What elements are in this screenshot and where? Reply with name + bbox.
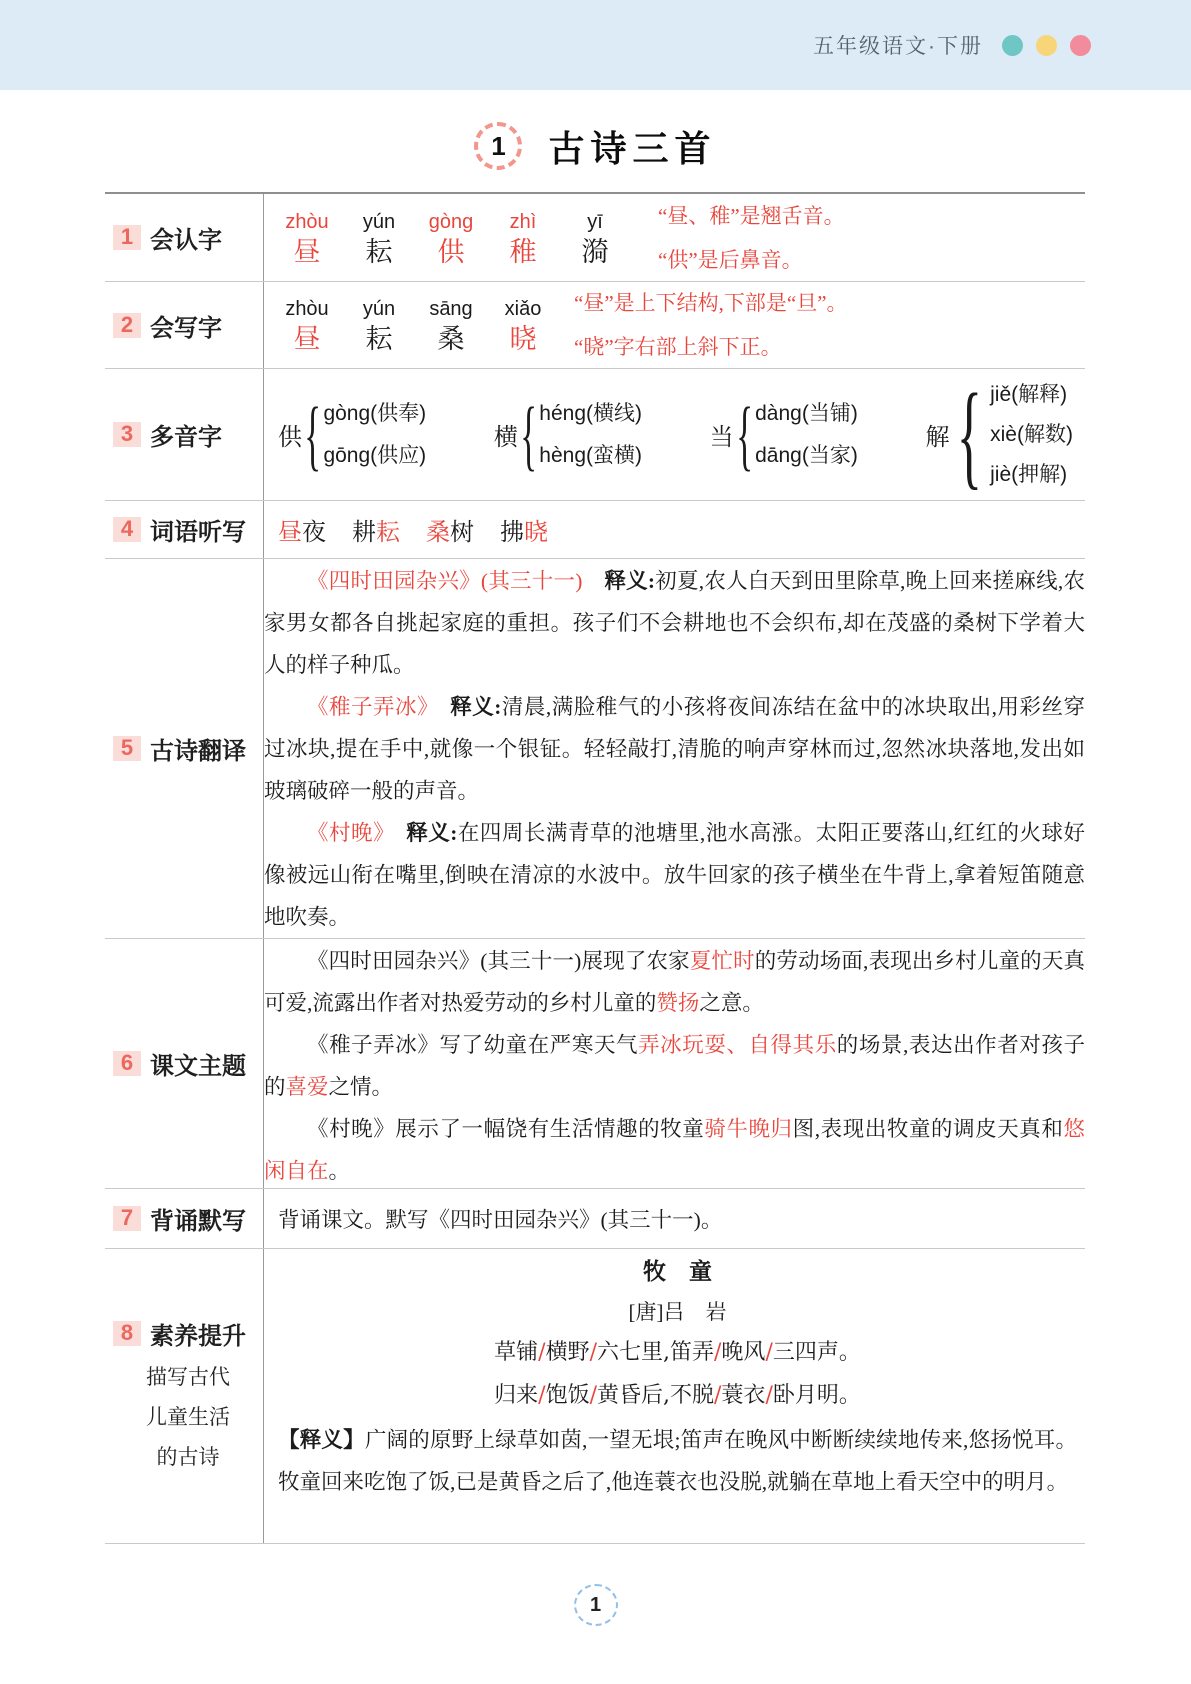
header-dot-teal: [1002, 35, 1023, 56]
hanzi-text: 供: [437, 236, 465, 267]
note-text: “昼”是上下结构,下部是“旦”。: [574, 291, 848, 315]
hanzi-text: 昼: [293, 324, 321, 354]
paragraph: [264, 812, 1085, 938]
reading-list: [539, 393, 642, 477]
pinyin-text: xiǎo: [504, 298, 542, 320]
lesson-number-circle: 1: [474, 122, 522, 170]
header-dot-yellow: [1036, 35, 1057, 56]
text-segment: /: [589, 1340, 597, 1365]
hanzi-text: 桑: [437, 324, 465, 354]
text-segment: [428, 695, 450, 719]
row-polyphones: [105, 369, 1085, 501]
book-title: 五年级语文·下册: [813, 35, 983, 58]
word-item: [500, 512, 548, 547]
char-item: [566, 209, 624, 269]
text-segment: 在四周长满青草的池塘里,池水高涨。太阳正要落山,红红的火球好像被远山衔在嘴里,倒映在清凉的水波中。放牛回家的孩子横坐在牛背上,拿着短笛随意地吹奏。: [264, 821, 1085, 929]
text-segment: 横野: [545, 1340, 590, 1365]
text-segment: 夏忙时: [689, 949, 755, 973]
text-segment: 图,表现出牧童的调皮天真和: [792, 1117, 1064, 1141]
pinyin-text: zhòu: [285, 210, 329, 233]
hanzi-text: 晓: [509, 324, 537, 354]
text-segment: /: [538, 1340, 546, 1365]
reading-text: gōng(供应): [323, 443, 427, 467]
pinyin-text: gòng: [428, 210, 474, 233]
write-char-list: [278, 294, 552, 356]
row-write-chars: [105, 282, 1085, 369]
polyphone-group: 解 { jiě(解释) xiè(解数) jiè(押解): [925, 368, 1073, 500]
row-sublabel: [113, 1357, 263, 1477]
sublabel-line: 描写古代: [146, 1364, 230, 1389]
theme-paragraphs: [263, 939, 1085, 1188]
text-segment: 之意。: [699, 991, 764, 1015]
polyphone-char: 解: [925, 425, 950, 451]
text-segment: /: [589, 1383, 597, 1408]
hanzi-text: 昼: [293, 236, 321, 267]
row-label: 背诵默写: [150, 1208, 246, 1235]
recognize-char-list: [278, 207, 624, 269]
pinyin-text: yī: [587, 210, 603, 233]
text-segment: 喜爱: [285, 1075, 329, 1099]
row-label: 词语听写: [150, 519, 246, 546]
paragraph: [264, 560, 1085, 686]
page-header: [0, 0, 1191, 90]
word-char: 拂: [500, 520, 524, 546]
polyphone-char: 供: [278, 425, 302, 451]
hanzi-text: 稚: [509, 236, 537, 267]
word-item: [278, 512, 326, 547]
row-number-badge: 8: [113, 1321, 141, 1346]
word-char: 耕: [352, 520, 376, 546]
word-char: 树: [450, 520, 474, 546]
row-number-badge: 5: [113, 736, 141, 761]
text-segment: 赞扬: [656, 991, 700, 1015]
row-number-badge: 6: [113, 1051, 141, 1076]
pinyin-text: zhòu: [285, 298, 329, 320]
row-number-badge: 7: [113, 1206, 141, 1231]
row-recite: [105, 1189, 1085, 1249]
reading-text: dāng(当家): [755, 443, 858, 467]
text-segment: 归来: [494, 1383, 539, 1408]
reading-list: [323, 393, 426, 477]
reading-text: hèng(蛮横): [539, 443, 642, 467]
text-segment: 清晨,满脸稚气的小孩将夜间冻结在盆中的冰块取出,用彩丝穿过冰块,提在手中,就像一个银钲。轻轻敲打,清脆的响声穿林而过,忽然冰块落地,发出如玻璃破碎一般的声音。: [264, 695, 1085, 803]
recognize-notes: [658, 194, 845, 282]
word-char: 耘: [376, 520, 400, 546]
row-number-badge: 3: [113, 422, 141, 447]
row-label: 会认字: [150, 227, 222, 254]
paragraph: [264, 1108, 1085, 1192]
lesson-title-text: 古诗三首: [548, 127, 717, 169]
text-segment: 《稚子弄冰》: [307, 695, 429, 719]
text-segment: 。: [328, 1159, 351, 1183]
reading-text: jiè(押解): [990, 462, 1068, 486]
row-text-theme: [105, 939, 1085, 1189]
paragraph: [264, 686, 1085, 812]
char-item: [494, 296, 552, 356]
word-item: [426, 512, 474, 547]
poem-line: [278, 1331, 1077, 1374]
reading-text: jiě(解释): [990, 382, 1068, 406]
row-dictation: [105, 501, 1085, 559]
text-segment: 六七里,笛弄: [597, 1340, 714, 1365]
poem-lines: [278, 1331, 1077, 1417]
row-poem-translation: [105, 559, 1085, 939]
reading-text: gòng(供奉): [323, 401, 427, 425]
text-segment: 释义:: [450, 695, 502, 719]
lesson-title: [0, 120, 1191, 172]
note-text: “供”是后鼻音。: [658, 247, 803, 272]
reading-text: dàng(当铺): [755, 401, 858, 425]
row-label: 素养提升: [150, 1322, 246, 1350]
write-notes: [574, 281, 848, 369]
word-char: 晓: [524, 520, 548, 546]
text-segment: 《四时田园杂兴》(其三十一)展现了农家: [307, 949, 690, 973]
text-segment: 的劳动场面,表现出乡村儿童的天真可爱,流露出作者对热爱劳动的乡村儿童的: [264, 949, 1085, 1015]
explanation-segment: 广阔的原野上绿草如茵,一望无垠;笛声在晚风中断断续续地传来,悠扬悦耳。牧童回来吃饱了饭,已是黄昏之后了,他连蓑衣也没脱,就躺在草地上看天空中的明月。: [278, 1428, 1077, 1494]
text-segment: /: [538, 1383, 546, 1408]
translation-paragraphs: [263, 559, 1085, 938]
text-segment: 的场景,表达出作者对孩子的: [264, 1033, 1085, 1099]
text-segment: [384, 821, 406, 845]
text-segment: /: [714, 1383, 722, 1408]
poem-title: 牧 童: [643, 1259, 712, 1284]
page-footer: [0, 1584, 1191, 1626]
row-number-badge: 1: [113, 225, 141, 250]
reading-text: héng(横线): [539, 401, 642, 425]
reading-list: [755, 393, 858, 477]
hanzi-text: 耘: [365, 236, 393, 267]
text-segment: 《四时田园杂兴》(其三十一): [307, 569, 583, 593]
text-segment: 初夏,农人白天到田里除草,晚上回来搓麻线,农家男女都各自挑起家庭的重担。孩子们不会耕地也不会织布,却在茂盛的桑树下学着大人的样子种瓜。: [264, 569, 1085, 677]
explanation-segment: 【释义】: [278, 1428, 365, 1452]
paragraph: [264, 1024, 1085, 1108]
page-number: 1: [574, 1584, 618, 1626]
pinyin-text: zhì: [509, 210, 537, 233]
text-segment: 三四声。: [772, 1340, 861, 1365]
study-table: [105, 192, 1085, 1544]
text-segment: 悠闲自在: [264, 1117, 1085, 1183]
text-segment: 草铺: [494, 1340, 539, 1365]
pinyin-text: yún: [362, 210, 396, 233]
poem-line: [278, 1374, 1077, 1417]
text-segment: /: [714, 1340, 722, 1365]
text-segment: /: [765, 1383, 773, 1408]
word-char: 昼: [278, 520, 302, 546]
row-label: 多音字: [150, 424, 222, 451]
text-segment: 《村晚》: [307, 821, 385, 845]
hanzi-text: 漪: [581, 236, 609, 267]
text-segment: 黄昏后,不脱: [597, 1383, 714, 1408]
polyphone-char: 横: [493, 425, 518, 451]
dictation-words: [278, 501, 1077, 558]
text-segment: 释义:: [406, 821, 458, 845]
reading-text: xiè(解数): [990, 422, 1073, 446]
polyphone-char: 当: [709, 425, 734, 451]
text-segment: 晚风: [721, 1340, 766, 1365]
note-text: “昼、稚”是翘舌音。: [658, 203, 845, 228]
row-label: 会写字: [150, 314, 222, 342]
polyphone-group: 供 { gòng(供奉) gōng(供应): [278, 390, 427, 478]
pinyin-text: sāng: [429, 298, 473, 320]
polyphone-group: 横 { héng(横线) hèng(蛮横): [493, 390, 642, 478]
row-number-badge: 4: [113, 517, 141, 542]
sublabel-line: 儿童生活: [146, 1404, 230, 1429]
word-char: 桑: [426, 520, 450, 546]
text-segment: 弄冰玩耍、自得其乐: [638, 1033, 837, 1057]
char-item: [422, 296, 480, 356]
char-item: [278, 209, 336, 269]
text-segment: 卧月明。: [772, 1383, 861, 1408]
char-item: [494, 209, 552, 269]
word-item: [352, 512, 400, 547]
hanzi-text: 耘: [365, 324, 393, 354]
sublabel-line: 的古诗: [156, 1444, 220, 1469]
polyphone-group: 当 { dàng(当铺) dāng(当家): [709, 390, 858, 478]
recite-text: 背诵课文。默写《四时田园杂兴》(其三十一)。: [263, 1189, 1085, 1248]
text-segment: 《村晚》展示了一幅饶有生活情趣的牧童: [307, 1117, 705, 1141]
text-segment: 骑牛晚归: [704, 1117, 793, 1141]
word-char: 夜: [302, 520, 326, 546]
row-recognize-chars: [105, 194, 1085, 282]
poem-explanation: [278, 1419, 1077, 1503]
char-item: [350, 296, 408, 356]
text-segment: [582, 569, 604, 593]
text-segment: /: [765, 1340, 773, 1365]
pinyin-text: yún: [362, 298, 396, 320]
poem-author: [唐]吕 岩: [628, 1300, 727, 1324]
text-segment: 饱饭: [545, 1383, 590, 1408]
char-item: [422, 209, 480, 269]
header-dot-pink: [1070, 35, 1091, 56]
row-label: 古诗翻译: [150, 738, 246, 765]
reading-list: [990, 375, 1073, 495]
text-segment: 蓑衣: [721, 1383, 766, 1408]
paragraph: [264, 940, 1085, 1024]
text-segment: 《稚子弄冰》写了幼童在严寒天气: [307, 1033, 639, 1057]
row-number-badge: 2: [113, 313, 141, 338]
polyphone-groups: [278, 369, 1077, 500]
row-literacy-boost: [105, 1249, 1085, 1544]
text-segment: 之情。: [328, 1075, 394, 1099]
char-item: [278, 296, 336, 356]
char-item: [350, 209, 408, 269]
note-text: “晓”字右部上斜下正。: [574, 335, 782, 359]
text-segment: 释义:: [604, 569, 656, 593]
row-label: 课文主题: [150, 1053, 246, 1080]
